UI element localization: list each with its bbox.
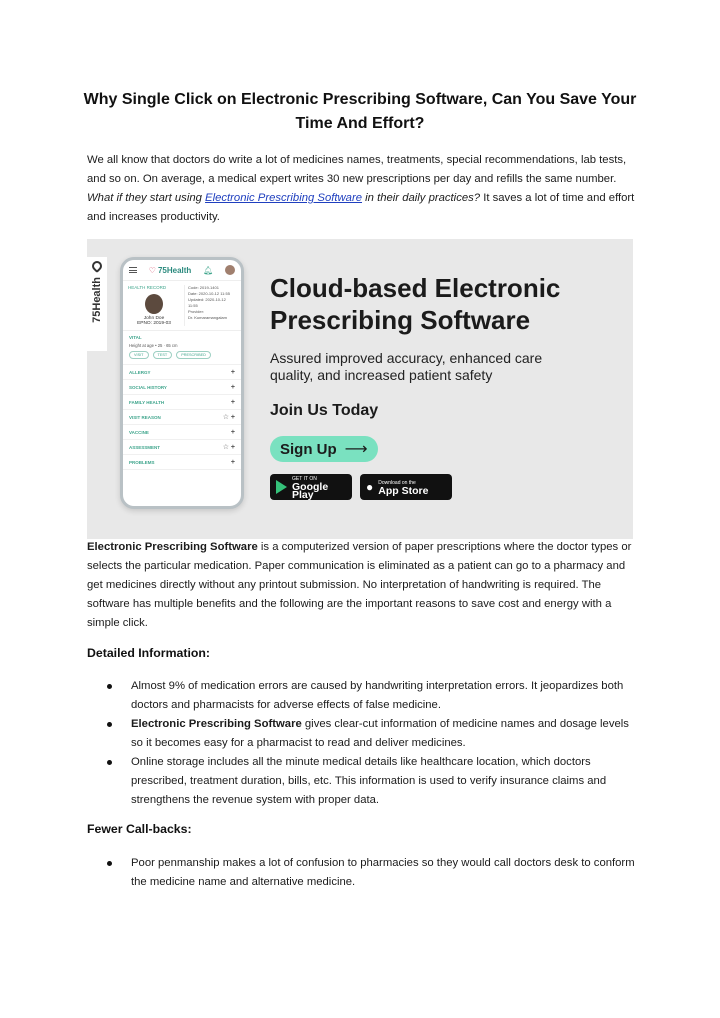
- promo-banner: [87, 239, 633, 539]
- phone-mockup: [120, 257, 244, 509]
- body-bold: Electronic Prescribing Software: [87, 541, 258, 553]
- list-item-text: Poor penmanship makes a lot of confusion to pharmacies so they would call doctors desk to conform the medicine name and alternative medicine.: [131, 857, 635, 888]
- section-heading-callbacks: Fewer Call-backs:: [87, 822, 192, 836]
- record-detail: Code: 2019-1401: [188, 285, 219, 290]
- store-badges: [270, 474, 630, 500]
- row-label: ALLERGY: [129, 369, 151, 375]
- phone-row: [123, 455, 241, 470]
- app-store-text: [378, 479, 428, 495]
- phone-row: [123, 380, 241, 395]
- patient-photo: [145, 294, 163, 314]
- intro-italic: What if they start using: [87, 192, 206, 204]
- banner-subline: Assured improved accuracy, enhanced care quality, and increased patient safety: [270, 350, 543, 383]
- phone-logo-text: 75Health: [157, 265, 192, 275]
- add-icon: +: [230, 458, 235, 466]
- detailed-list: [87, 677, 635, 810]
- row-label: SOCIAL HISTORY: [129, 384, 167, 390]
- list-item-text: gives clear-cut information of medicine names and dosage levels so it becomes easy for a pharmacist to read and deliver medicines.: [131, 718, 629, 749]
- row-label: PROBLEMS: [129, 459, 155, 465]
- google-play-big: Google Play: [292, 481, 329, 501]
- intro-italic-end: in their daily practices?: [362, 192, 481, 204]
- apple-icon: ●: [366, 480, 374, 494]
- list-item: [87, 753, 635, 810]
- page-title: Why Single Click on Electronic Prescribing Software, Can You Save Your Time And Effort?: [83, 91, 637, 132]
- google-play-icon: [276, 480, 287, 494]
- body-text: is a computerized version of paper prescriptions where the doctor types or selects the particular medication. Paper communication is eliminated as a patient can go to a pharmacy and get medicines directly without any printout submission. No interpretation of handwriting is required. The software has multiple benefits and the following are the important reasons to save cost and energy with a simple click.: [87, 541, 632, 629]
- pill: TEST: [153, 351, 173, 359]
- arrow-right-icon: ⟶: [344, 441, 368, 458]
- side-logo-strip: [87, 257, 107, 351]
- body-paragraph: [87, 538, 635, 633]
- menu-icon: [129, 267, 137, 273]
- list-item-text: Almost 9% of medication errors are caused by handwriting interpretation errors. It jeopardizes both doctors and pharmacists for adverse effects of false medicine.: [131, 680, 624, 711]
- row-label: ASSESSMENT: [129, 444, 161, 450]
- list-item-text: Online storage includes all the minute medical details like healthcare location, which doctors prescribed, treatment duration, bills, etc. This information is used to verify insurance claims and strengthens the revenue system with proper data.: [131, 756, 607, 806]
- list-item: [87, 677, 635, 715]
- app-store-small: Download on the: [378, 480, 416, 486]
- phone-row: [123, 440, 241, 455]
- patient-id: EPNO: 2019-03: [137, 321, 171, 326]
- health-record-card: [123, 281, 241, 331]
- eprescribing-link[interactable]: Electronic Prescribing Software: [205, 192, 363, 204]
- intro-text-end: It saves a lot of time and effort and increases productivity.: [87, 192, 635, 223]
- row-label: FAMILY HEALTH: [129, 399, 165, 405]
- intro-paragraph: [87, 151, 635, 227]
- phone-row: [123, 425, 241, 440]
- google-play-badge[interactable]: [270, 474, 352, 500]
- intro-text: We all know that doctors do write a lot of medicines names, treatments, special recommendations, lab tests, and so on. On average, a medical expert writes 30 new prescriptions per day and refills the same number.: [87, 154, 627, 185]
- record-detail: Updated: 2020-10-12 11:55: [188, 297, 226, 308]
- banner-copy: [270, 272, 630, 500]
- heart-icon: ♡: [148, 265, 156, 275]
- record-detail: Date: 2020-10-12 11:55: [188, 291, 230, 296]
- pill: PRESCRIBED: [176, 351, 211, 359]
- row-label: VISIT REASON: [129, 414, 161, 420]
- avatar: [225, 265, 235, 275]
- list-item: [87, 715, 635, 753]
- heart-logo-icon: [90, 259, 104, 273]
- add-icon: +: [230, 428, 235, 436]
- google-play-small: GET IT ON: [292, 476, 317, 482]
- signup-label: Sign Up: [280, 440, 337, 458]
- vital-line: Height at age • 25 · 65 cm: [129, 343, 178, 348]
- row-label: VACCINE: [129, 429, 149, 435]
- signup-button[interactable]: [270, 436, 378, 462]
- vital-section: [123, 331, 241, 365]
- add-icon: +: [230, 368, 235, 376]
- list-item: [87, 854, 635, 892]
- banner-join: Join Us Today: [270, 402, 379, 419]
- star-add-icon: ☆ +: [222, 414, 235, 421]
- app-store-badge[interactable]: [360, 474, 452, 500]
- phone-logo: [149, 266, 192, 275]
- add-icon: +: [230, 383, 235, 391]
- callbacks-list: [87, 854, 635, 892]
- record-details: [184, 285, 236, 326]
- list-item-bold: Electronic Prescribing Software: [131, 718, 302, 730]
- banner-headline: Cloud-based Electronic Prescribing Software: [270, 273, 561, 335]
- pill: VISIT: [129, 351, 149, 359]
- section-heading-detailed: Detailed Information:: [87, 646, 210, 660]
- phone-row: [123, 365, 241, 380]
- add-icon: +: [230, 398, 235, 406]
- side-brand: 75Health: [91, 277, 103, 323]
- vital-label: VITAL: [129, 335, 142, 340]
- phone-header: [123, 260, 241, 281]
- record-left: [128, 285, 180, 326]
- record-detail: Provider:: [188, 309, 205, 314]
- phone-row: [123, 410, 241, 425]
- google-play-text: [292, 475, 346, 499]
- record-label: HEALTH RECORD: [128, 285, 167, 290]
- app-store-big: App Store: [378, 485, 429, 497]
- patient-name: John Doe: [143, 316, 165, 321]
- record-detail: Dr. Kumaramangalam: [188, 315, 227, 320]
- bell-icon: 🔔︎: [203, 265, 214, 275]
- vital-pills: [129, 351, 211, 359]
- star-add-icon: ☆ +: [222, 444, 235, 451]
- phone-row: [123, 395, 241, 410]
